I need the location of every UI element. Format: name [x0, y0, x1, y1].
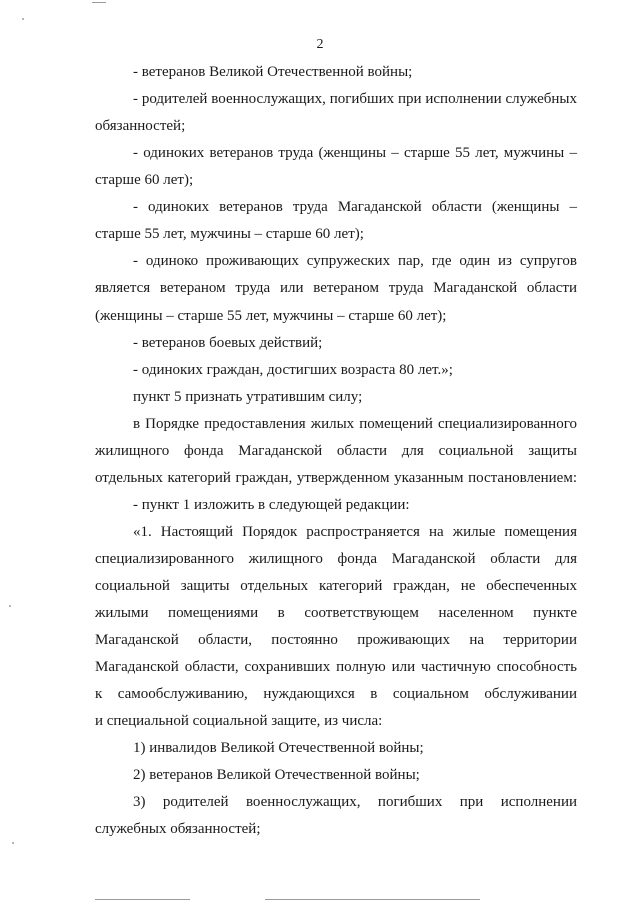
text-line: «1. Настоящий Порядок распространяется на жилые помещения	[133, 523, 577, 540]
text-line: обязанностей;	[95, 118, 186, 135]
text-line: в Порядке предоставления жилых помещений специализированного	[133, 415, 577, 432]
text-line: - ветеранов Великой Отечественной войны;	[133, 64, 413, 80]
text-line: 1) инвалидов Великой Отечественной войны;	[133, 740, 424, 757]
text-line: - пункт 1 изложить в следующей редакции:	[133, 496, 410, 513]
text-line: является ветераном труда или ветераном труда Магаданской области	[95, 280, 577, 297]
scan-artifact-dot	[9, 605, 11, 607]
text-line: старше 55 лет, мужчины – старше 60 лет);	[95, 226, 364, 243]
scan-artifact-dot	[22, 18, 24, 20]
text-line: социальной защиты отдельных категорий граждан, не обеспеченных	[95, 578, 577, 594]
text-line: - одиноких граждан, достигших возраста 80 лет.»;	[133, 361, 453, 378]
text-line: 3) родителей военнослужащих, погибших при исполнении	[133, 794, 577, 811]
text-line: жилищного фонда Магаданской области для социальной защиты	[95, 442, 577, 459]
scan-artifact-top	[92, 2, 106, 3]
scan-artifact-bottom	[95, 899, 190, 900]
text-line: (женщины – старше 55 лет, мужчины – старше 60 лет);	[95, 307, 447, 324]
text-line: - одиноких ветеранов труда Магаданской области (женщины –	[133, 199, 577, 216]
scan-artifact-dot	[12, 842, 14, 844]
text-line: Магаданской области, постоянно проживающих на территории	[95, 632, 577, 649]
text-line: служебных обязанностей;	[95, 821, 261, 838]
text-line: 2) ветеранов Великой Отечественной войны;	[133, 767, 420, 784]
scan-artifact-bottom	[265, 899, 480, 900]
text-line: специализированного жилищного фонда Магаданской области для	[95, 550, 577, 567]
text-line: и специальной социальной защите, из числа:	[95, 713, 383, 730]
text-line: отдельных категорий граждан, утвержденном указанным постановлением:	[95, 469, 577, 486]
page-number: 2	[316, 37, 324, 52]
text-line: к самообслуживанию, нуждающихся в социальном обслуживании	[95, 686, 577, 703]
text-line: Магаданской области, сохранивших полную или частичную способность	[95, 659, 577, 676]
text-line: - одиноко проживающих супружеских пар, где один из супругов	[133, 253, 577, 270]
text-line: старше 60 лет);	[95, 172, 194, 189]
text-line: жилыми помещениями в соответствующем населенном пункте	[95, 605, 577, 621]
text-line: пункт 5 признать утратившим силу;	[133, 388, 363, 405]
text-line: - одиноких ветеранов труда (женщины – старше 55 лет, мужчины –	[133, 145, 577, 162]
text-line: - ветеранов боевых действий;	[133, 334, 323, 351]
text-line: - родителей военнослужащих, погибших при исполнении служебных	[133, 91, 577, 107]
